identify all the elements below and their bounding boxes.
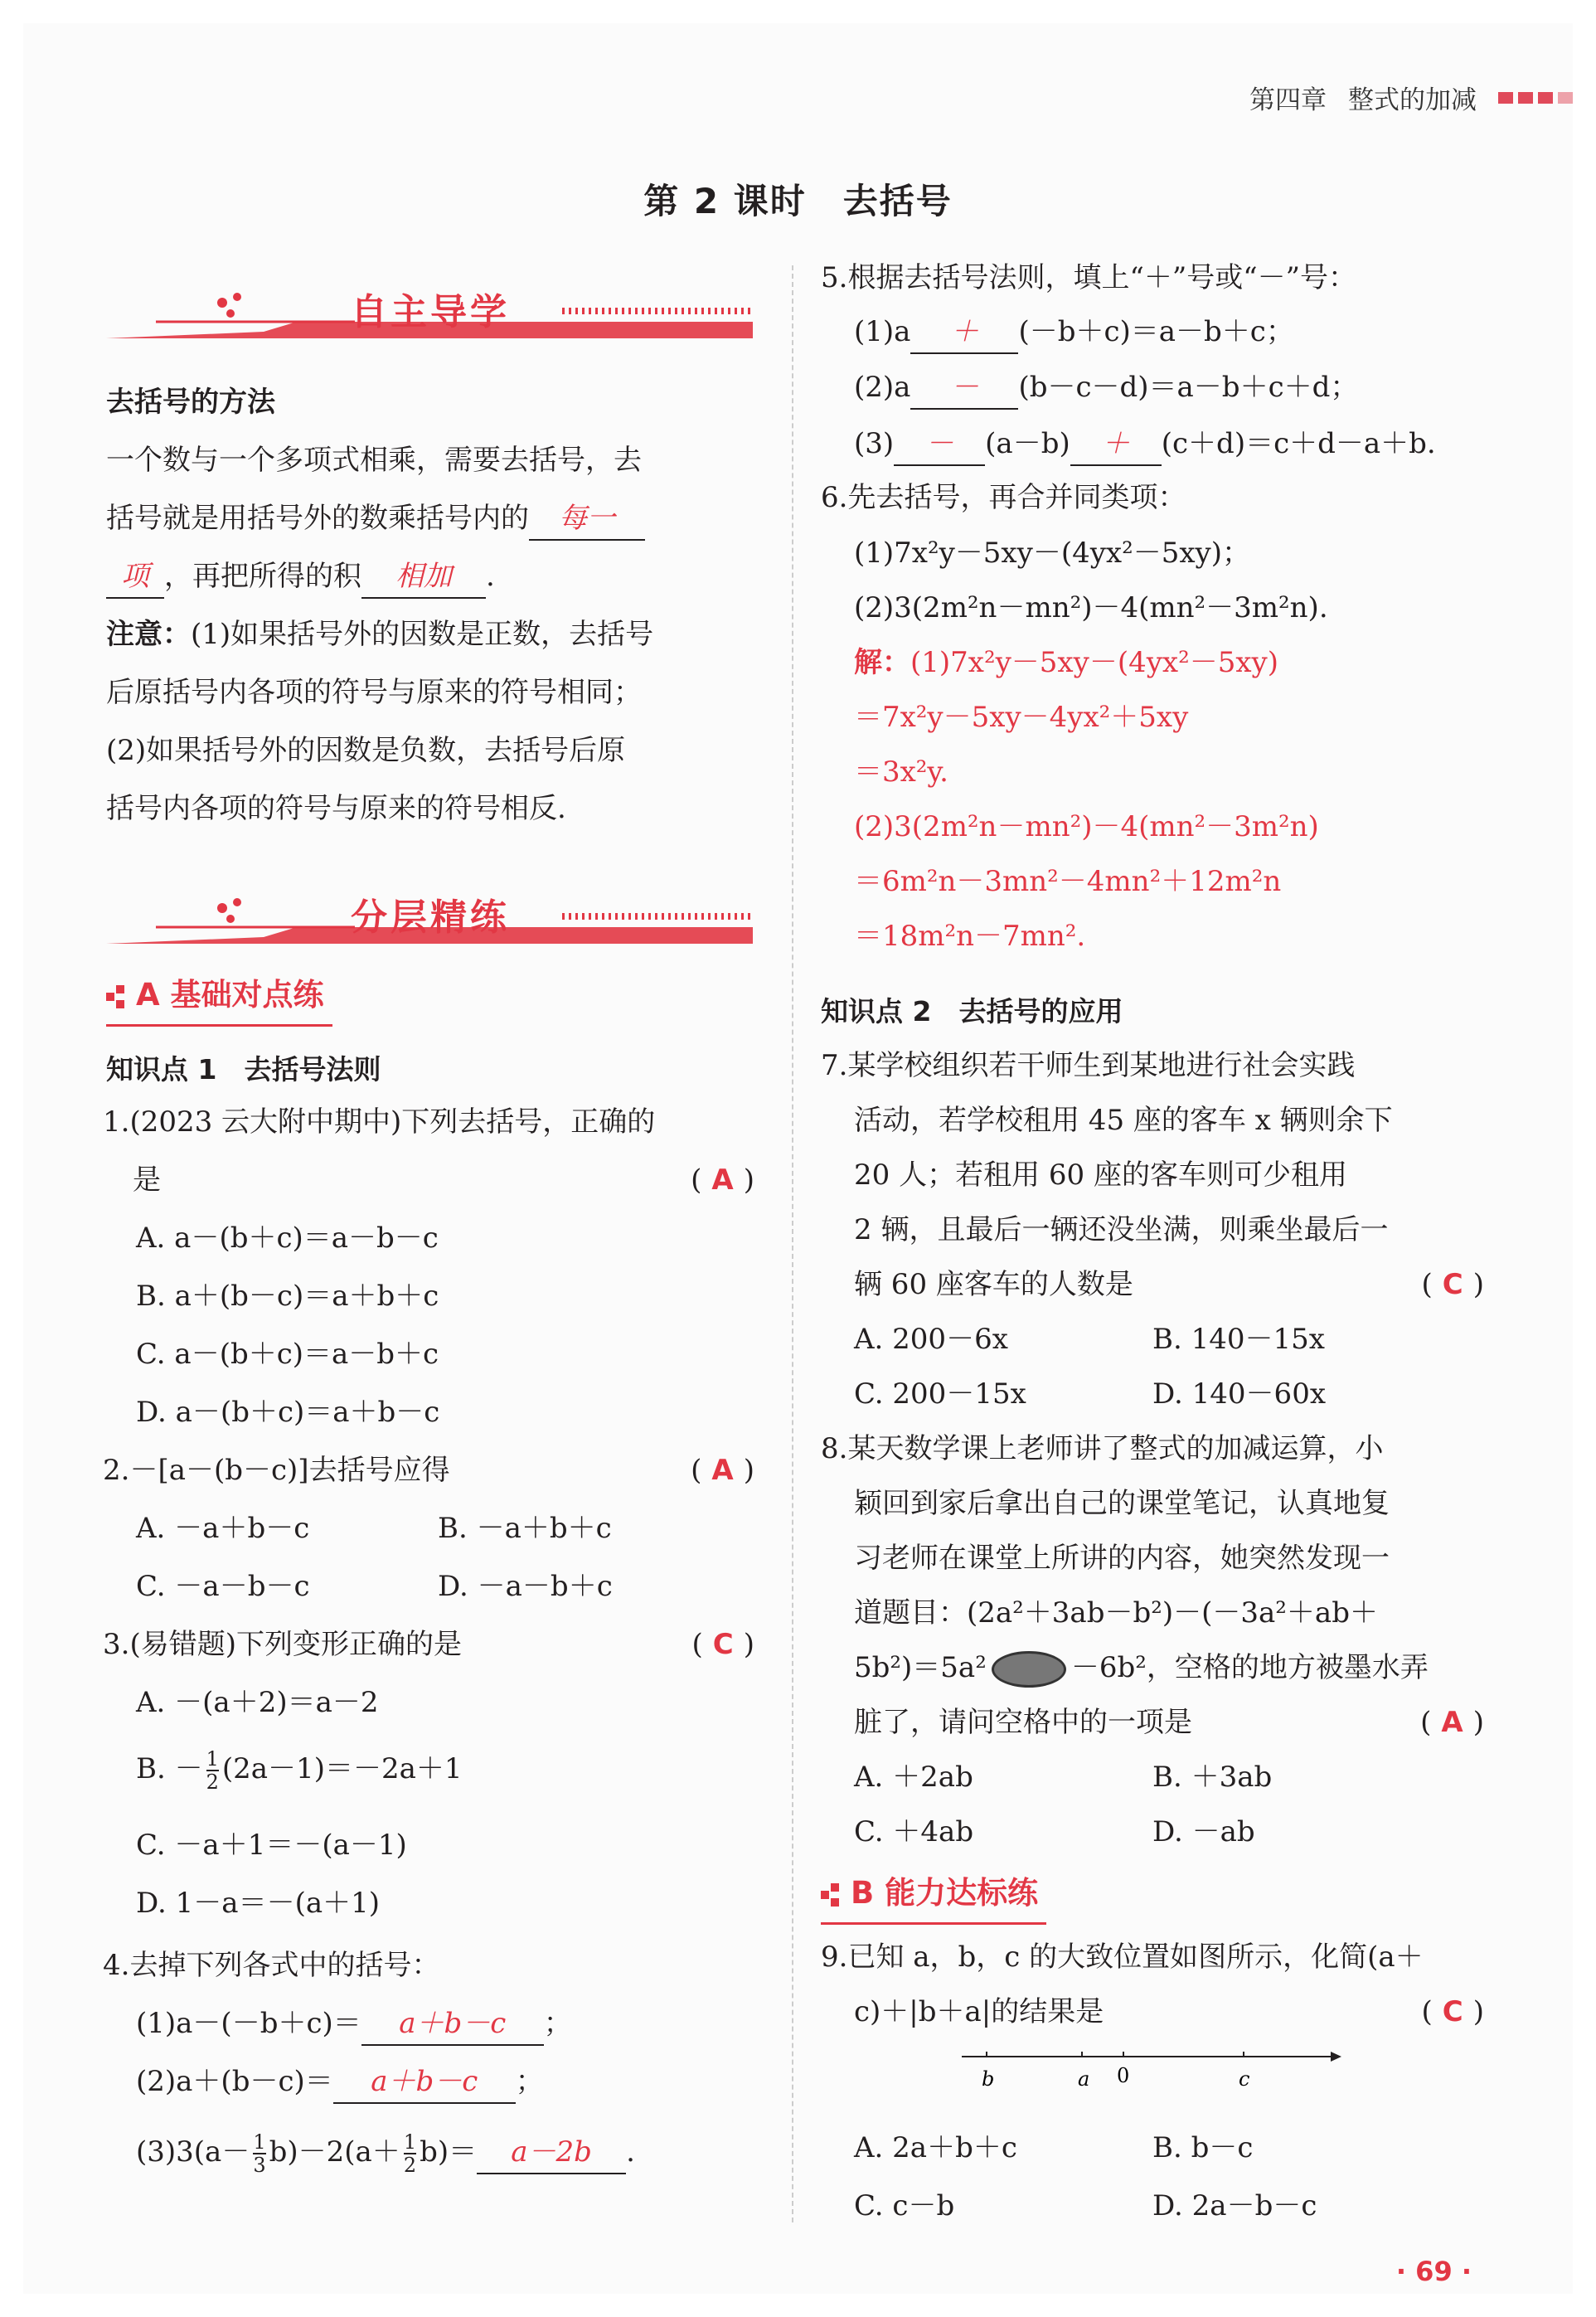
method-title: 去括号的方法 [106, 386, 275, 419]
q1-stem-2: 是 [133, 1163, 161, 1197]
q7-option-b: B. 140－15x [1152, 1323, 1325, 1356]
banner-practice [106, 879, 761, 954]
q7-line-2: 活动，若学校租用 45 座的客车 x 辆则余下 [854, 1104, 1393, 1137]
q5-stem: 5.根据去括号法则，填上“＋”号或“－”号： [821, 261, 1356, 294]
note-line-1: 注意：(1)如果括号外的因数是正数，去括号 [106, 618, 654, 651]
q4-part-1: (1)a－(－b＋c)＝ a＋b－c ； [136, 1994, 572, 2052]
q8-answer: ( A ) [1420, 1706, 1484, 1739]
q7-line-4: 2 辆，且最后一辆还没坐满，则乘坐最后一 [854, 1213, 1389, 1246]
answer-blank: － [910, 367, 1018, 410]
column-divider [792, 265, 793, 2222]
answer-blank: a－2b [477, 2131, 626, 2174]
q7-option-c: C. 200－15x [854, 1377, 1026, 1411]
solution-line-6: ＝18m²n－7mn². [854, 920, 1086, 953]
header-decoration [1498, 92, 1573, 104]
q4-part-2: (2)a＋(b－c)＝ a＋b－c ； [136, 2052, 544, 2111]
q3-answer: ( C ) [691, 1628, 754, 1661]
q7-line-1: 7.某学校组织若干师生到某地进行社会实践 [821, 1049, 1356, 1082]
q5-part-3: (3) － (a－b) ＋ (c＋d)＝c＋d－a＋b. [854, 415, 1436, 473]
q9-option-d: D. 2a－b－c [1152, 2189, 1317, 2222]
q1-stem: 1.(2023 云大附中期中)下列去括号，正确的 [103, 1105, 656, 1139]
q8-line-2: 颖回到家后拿出自己的课堂笔记，认真地复 [854, 1487, 1390, 1520]
banner-title: 自主导学 [351, 291, 510, 333]
q2-option-c: C. －a－b－c [136, 1570, 310, 1603]
q7-option-a: A. 200－6x [854, 1323, 1008, 1356]
answer-blank: 相加 [361, 556, 486, 599]
q9-option-a: A. 2a＋b＋c [854, 2131, 1017, 2164]
q3-option-b: B. － $\frac{1}{2}$ (2a－1)＝－2a＋1 [136, 1747, 463, 1794]
q1-option-c: C. a－(b＋c)＝a－b＋c [136, 1338, 439, 1371]
q7-option-d: D. 140－60x [1152, 1377, 1326, 1411]
answer-blank: a＋b－c [333, 2061, 516, 2104]
answer-blank: 项 [106, 556, 164, 599]
answer-blank: 每一 [529, 498, 645, 541]
q5-part-1: (1)a ＋ (－b＋c)＝a－b＋c； [854, 303, 1294, 361]
label-a: a [1078, 2067, 1090, 2091]
label-c: c [1239, 2067, 1250, 2091]
label-b: b [982, 2067, 995, 2091]
q3-option-c: C. －a＋1＝－(a－1) [136, 1829, 407, 1862]
method-line-2: 括号就是用括号外的数乘括号内的 每一 [106, 489, 645, 547]
q4-stem: 4.去掉下列各式中的括号： [103, 1949, 440, 1982]
running-header [1249, 79, 1573, 116]
number-line [962, 2044, 1343, 2102]
q2-stem: 2.－[a－(b－c)]去括号应得 [103, 1454, 450, 1487]
q8-line-4: 道题目：(2a²＋3ab－b²)－(－3a²＋ab＋ [854, 1596, 1378, 1630]
q3-option-a: A. －(a＋2)＝a－2 [136, 1686, 379, 1719]
q8-option-d: D. －ab [1152, 1815, 1255, 1848]
method-line-3: 项 ，再把所得的积 相加 . [106, 547, 495, 605]
q6-part-1: (1)7x²y－5xy－(4yx²－5xy)； [854, 537, 1251, 570]
q2-option-d: D. －a－b＋c [438, 1570, 613, 1603]
q7-answer: ( C ) [1421, 1268, 1484, 1301]
q3-stem: 3.(易错题)下列变形正确的是 [103, 1628, 462, 1661]
section-dots-icon [821, 1883, 844, 1907]
answer-blank: ＋ [910, 311, 1018, 354]
q2-answer: ( A ) [691, 1454, 754, 1487]
section-b-heading: B 能力达标练 [821, 1864, 1046, 1925]
q3-option-d: D. 1－a＝－(a＋1) [136, 1887, 380, 1920]
q7-line-3: 20 人；若租用 60 座的客车则可少租用 [854, 1158, 1347, 1192]
q7-line-5: 辆 60 座客车的人数是 [854, 1268, 1133, 1301]
answer-blank: ＋ [1070, 423, 1162, 466]
q8-line-3: 习老师在课堂上所讲的内容，她突然发现一 [854, 1542, 1390, 1575]
note-line-4: 括号内各项的符号与原来的符号相反. [106, 792, 566, 825]
solution-line-3: ＝3x²y. [854, 755, 948, 789]
q5-part-2: (2)a － (b－c－d)＝a－b＋c＋d； [854, 358, 1358, 416]
section-dots-icon [106, 985, 129, 1008]
q1-option-a: A. a－(b＋c)＝a－b－c [136, 1222, 439, 1255]
q2-option-a: A. －a＋b－c [136, 1512, 310, 1545]
section-label: 整式的加减 [1348, 85, 1477, 115]
q1-option-d: D. a－(b＋c)＝a＋b－c [136, 1396, 440, 1429]
q9-option-b: B. b－c [1152, 2131, 1254, 2164]
q9-answer: ( C ) [1421, 1995, 1484, 2028]
q9-line-1: 9.已知 a，b，c 的大致位置如图所示，化简(a＋ [821, 1941, 1424, 1974]
q8-option-a: A. ＋2ab [854, 1761, 973, 1794]
q9-line-2: c)＋|b＋a|的结果是 [854, 1995, 1104, 2028]
label-zero: 0 [1117, 2064, 1130, 2087]
page-title: 第 2 课时 去括号 [643, 181, 953, 221]
solution-line-4: (2)3(2m²n－mn²)－4(mn²－3m²n) [854, 810, 1319, 843]
q9-option-c: C. c－b [854, 2189, 955, 2222]
solution-line-1: 解：(1)7x²y－5xy－(4yx²－5xy) [854, 646, 1279, 679]
note-line-3: (2)如果括号外的因数是负数，去括号后原 [106, 734, 626, 767]
chapter-label: 第四章 [1249, 85, 1327, 115]
solution-line-2: ＝7x²y－5xy－4yx²＋5xy [854, 701, 1189, 734]
q8-line-5: 5b²)＝5a² －6b²，空格的地方被墨水弄 [854, 1639, 1429, 1697]
q6-part-2: (2)3(2m²n－mn²)－4(mn²－3m²n). [854, 591, 1328, 624]
q6-stem: 6.先去括号，再合并同类项： [821, 481, 1186, 514]
note-line-2: 后原括号内各项的符号与原来的符号相同； [106, 676, 642, 709]
method-line-1: 一个数与一个多项式相乘，需要去括号，去 [106, 444, 642, 477]
knowledge-point-2: 知识点 2 去括号的应用 [821, 995, 1123, 1027]
banner-self-study [106, 274, 761, 348]
q1-option-b: B. a＋(b－c)＝a＋b＋c [136, 1280, 439, 1313]
q8-option-b: B. ＋3ab [1152, 1761, 1273, 1794]
answer-blank: － [894, 423, 985, 466]
answer-blank: a＋b－c [361, 2003, 544, 2046]
knowledge-point-1: 知识点 1 去括号法则 [106, 1053, 381, 1086]
solution-line-5: ＝6m²n－3mn²－4mn²＋12m²n [854, 865, 1282, 898]
ink-blot-icon [992, 1651, 1066, 1688]
banner-title: 分层精练 [351, 896, 510, 939]
q8-line-1: 8.某天数学课上老师讲了整式的加减运算，小 [821, 1432, 1384, 1465]
q4-part-3: (3)3(a－ $\frac{1}{3}$ b)－2(a＋ $\frac{1}{2}$ b)＝ a－2b . [136, 2130, 635, 2177]
q1-answer: ( A ) [691, 1163, 754, 1197]
q2-option-b: B. －a＋b＋c [438, 1512, 612, 1545]
page-number: · 69 · [1395, 2256, 1472, 2287]
q8-option-c: C. ＋4ab [854, 1815, 974, 1848]
section-a-heading: A 基础对点练 [106, 966, 332, 1027]
q8-line-6: 脏了，请问空格中的一项是 [854, 1706, 1192, 1739]
